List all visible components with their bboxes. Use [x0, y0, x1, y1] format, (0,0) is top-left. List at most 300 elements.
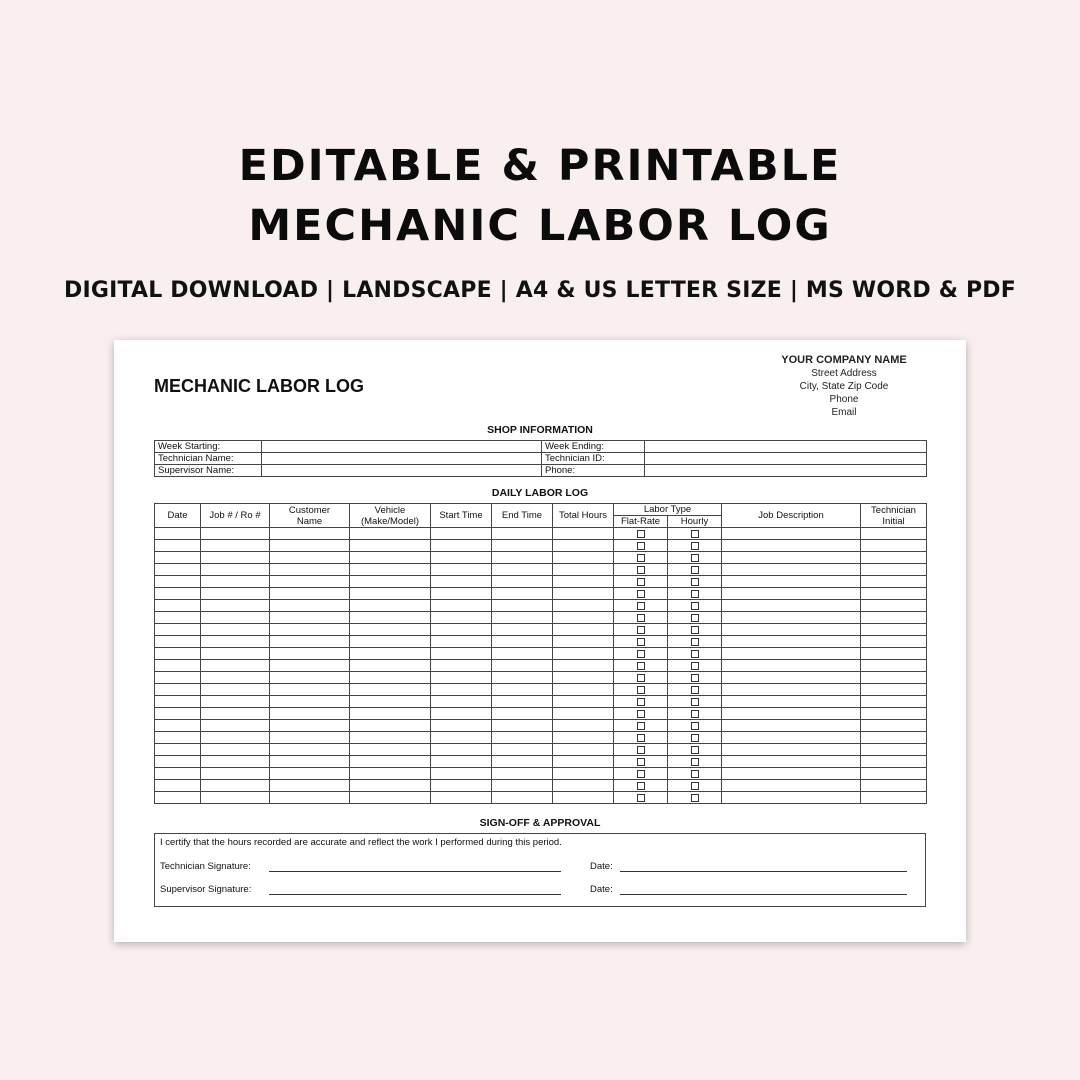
table-cell[interactable]	[614, 720, 668, 732]
flat-rate-checkbox[interactable]	[637, 794, 645, 802]
table-cell[interactable]	[431, 780, 492, 792]
table-cell[interactable]	[201, 576, 270, 588]
table-cell[interactable]	[614, 648, 668, 660]
flat-rate-checkbox[interactable]	[637, 770, 645, 778]
table-cell[interactable]	[722, 684, 861, 696]
table-cell[interactable]	[668, 708, 722, 720]
table-cell[interactable]	[270, 732, 350, 744]
table-cell[interactable]	[861, 720, 927, 732]
table-cell[interactable]	[861, 708, 927, 720]
hourly-checkbox[interactable]	[691, 722, 699, 730]
table-cell[interactable]	[492, 720, 553, 732]
table-cell[interactable]	[668, 696, 722, 708]
flat-rate-checkbox[interactable]	[637, 710, 645, 718]
table-cell[interactable]	[201, 588, 270, 600]
table-cell[interactable]	[614, 708, 668, 720]
table-cell[interactable]	[155, 588, 201, 600]
table-cell[interactable]	[201, 768, 270, 780]
table-cell[interactable]	[553, 564, 614, 576]
flat-rate-checkbox[interactable]	[637, 674, 645, 682]
table-cell[interactable]	[270, 780, 350, 792]
technician-name-field[interactable]	[262, 453, 542, 465]
table-cell[interactable]	[668, 792, 722, 804]
table-cell[interactable]	[553, 720, 614, 732]
table-cell[interactable]	[201, 564, 270, 576]
table-cell[interactable]	[155, 744, 201, 756]
table-cell[interactable]	[722, 576, 861, 588]
table-cell[interactable]	[614, 684, 668, 696]
table-cell[interactable]	[553, 744, 614, 756]
table-cell[interactable]	[861, 768, 927, 780]
table-cell[interactable]	[668, 552, 722, 564]
table-cell[interactable]	[431, 768, 492, 780]
hourly-checkbox[interactable]	[691, 554, 699, 562]
table-cell[interactable]	[270, 624, 350, 636]
table-cell[interactable]	[201, 672, 270, 684]
table-cell[interactable]	[431, 708, 492, 720]
table-cell[interactable]	[201, 732, 270, 744]
table-cell[interactable]	[270, 528, 350, 540]
flat-rate-checkbox[interactable]	[637, 590, 645, 598]
table-cell[interactable]	[722, 756, 861, 768]
table-cell[interactable]	[350, 660, 431, 672]
table-cell[interactable]	[155, 768, 201, 780]
hourly-checkbox[interactable]	[691, 746, 699, 754]
hourly-checkbox[interactable]	[691, 734, 699, 742]
table-cell[interactable]	[553, 660, 614, 672]
table-cell[interactable]	[553, 780, 614, 792]
table-cell[interactable]	[201, 636, 270, 648]
table-cell[interactable]	[861, 612, 927, 624]
table-cell[interactable]	[722, 660, 861, 672]
table-cell[interactable]	[155, 660, 201, 672]
table-cell[interactable]	[155, 732, 201, 744]
table-cell[interactable]	[350, 636, 431, 648]
table-cell[interactable]	[155, 528, 201, 540]
table-cell[interactable]	[155, 780, 201, 792]
table-cell[interactable]	[492, 744, 553, 756]
table-cell[interactable]	[431, 792, 492, 804]
flat-rate-checkbox[interactable]	[637, 578, 645, 586]
table-cell[interactable]	[270, 696, 350, 708]
table-cell[interactable]	[614, 672, 668, 684]
flat-rate-checkbox[interactable]	[637, 566, 645, 574]
table-cell[interactable]	[270, 636, 350, 648]
table-cell[interactable]	[270, 612, 350, 624]
table-cell[interactable]	[270, 744, 350, 756]
table-cell[interactable]	[668, 672, 722, 684]
table-cell[interactable]	[722, 624, 861, 636]
table-cell[interactable]	[553, 696, 614, 708]
hourly-checkbox[interactable]	[691, 566, 699, 574]
supervisor-signature-line[interactable]	[269, 894, 561, 895]
table-cell[interactable]	[492, 552, 553, 564]
table-cell[interactable]	[270, 720, 350, 732]
table-cell[interactable]	[722, 672, 861, 684]
table-cell[interactable]	[553, 732, 614, 744]
table-cell[interactable]	[722, 780, 861, 792]
table-cell[interactable]	[668, 636, 722, 648]
table-cell[interactable]	[614, 636, 668, 648]
table-cell[interactable]	[614, 624, 668, 636]
table-cell[interactable]	[431, 696, 492, 708]
table-cell[interactable]	[722, 540, 861, 552]
table-cell[interactable]	[614, 768, 668, 780]
table-cell[interactable]	[492, 780, 553, 792]
table-cell[interactable]	[492, 684, 553, 696]
table-cell[interactable]	[614, 588, 668, 600]
table-cell[interactable]	[431, 600, 492, 612]
table-cell[interactable]	[201, 684, 270, 696]
table-cell[interactable]	[668, 588, 722, 600]
flat-rate-checkbox[interactable]	[637, 758, 645, 766]
table-cell[interactable]	[201, 600, 270, 612]
table-cell[interactable]	[155, 564, 201, 576]
table-cell[interactable]	[553, 540, 614, 552]
table-cell[interactable]	[270, 552, 350, 564]
table-cell[interactable]	[201, 756, 270, 768]
table-cell[interactable]	[350, 684, 431, 696]
table-cell[interactable]	[861, 792, 927, 804]
hourly-checkbox[interactable]	[691, 578, 699, 586]
technician-signature-line[interactable]	[269, 871, 561, 872]
phone-field[interactable]	[645, 465, 927, 477]
table-cell[interactable]	[722, 564, 861, 576]
table-cell[interactable]	[155, 552, 201, 564]
table-cell[interactable]	[614, 744, 668, 756]
flat-rate-checkbox[interactable]	[637, 650, 645, 658]
table-cell[interactable]	[722, 696, 861, 708]
table-cell[interactable]	[668, 744, 722, 756]
table-cell[interactable]	[861, 756, 927, 768]
table-cell[interactable]	[553, 636, 614, 648]
table-cell[interactable]	[431, 552, 492, 564]
table-cell[interactable]	[614, 564, 668, 576]
table-cell[interactable]	[668, 732, 722, 744]
table-cell[interactable]	[614, 540, 668, 552]
table-cell[interactable]	[431, 636, 492, 648]
table-cell[interactable]	[431, 528, 492, 540]
table-cell[interactable]	[614, 552, 668, 564]
table-cell[interactable]	[431, 672, 492, 684]
table-cell[interactable]	[492, 540, 553, 552]
table-cell[interactable]	[350, 672, 431, 684]
table-cell[interactable]	[155, 624, 201, 636]
hourly-checkbox[interactable]	[691, 758, 699, 766]
table-cell[interactable]	[201, 540, 270, 552]
table-cell[interactable]	[201, 780, 270, 792]
table-cell[interactable]	[350, 564, 431, 576]
table-cell[interactable]	[668, 528, 722, 540]
table-cell[interactable]	[722, 732, 861, 744]
table-cell[interactable]	[350, 540, 431, 552]
table-cell[interactable]	[155, 684, 201, 696]
flat-rate-checkbox[interactable]	[637, 662, 645, 670]
table-cell[interactable]	[861, 576, 927, 588]
table-cell[interactable]	[155, 696, 201, 708]
table-cell[interactable]	[492, 792, 553, 804]
table-cell[interactable]	[614, 756, 668, 768]
table-cell[interactable]	[722, 600, 861, 612]
table-cell[interactable]	[350, 768, 431, 780]
table-cell[interactable]	[614, 600, 668, 612]
table-cell[interactable]	[553, 756, 614, 768]
flat-rate-checkbox[interactable]	[637, 638, 645, 646]
table-cell[interactable]	[155, 576, 201, 588]
table-cell[interactable]	[492, 732, 553, 744]
table-cell[interactable]	[861, 744, 927, 756]
table-cell[interactable]	[201, 552, 270, 564]
table-cell[interactable]	[492, 696, 553, 708]
table-cell[interactable]	[201, 696, 270, 708]
table-cell[interactable]	[431, 660, 492, 672]
table-cell[interactable]	[155, 792, 201, 804]
table-cell[interactable]	[668, 600, 722, 612]
table-cell[interactable]	[350, 648, 431, 660]
hourly-checkbox[interactable]	[691, 602, 699, 610]
hourly-checkbox[interactable]	[691, 662, 699, 670]
table-cell[interactable]	[553, 684, 614, 696]
table-cell[interactable]	[668, 768, 722, 780]
table-cell[interactable]	[431, 720, 492, 732]
table-cell[interactable]	[553, 672, 614, 684]
table-cell[interactable]	[614, 612, 668, 624]
table-cell[interactable]	[492, 636, 553, 648]
table-cell[interactable]	[553, 792, 614, 804]
technician-id-field[interactable]	[645, 453, 927, 465]
table-cell[interactable]	[668, 756, 722, 768]
table-cell[interactable]	[270, 540, 350, 552]
table-cell[interactable]	[668, 612, 722, 624]
flat-rate-checkbox[interactable]	[637, 542, 645, 550]
table-cell[interactable]	[270, 756, 350, 768]
table-cell[interactable]	[614, 792, 668, 804]
table-cell[interactable]	[155, 708, 201, 720]
table-cell[interactable]	[270, 708, 350, 720]
table-cell[interactable]	[492, 588, 553, 600]
table-cell[interactable]	[492, 756, 553, 768]
table-cell[interactable]	[614, 576, 668, 588]
table-cell[interactable]	[861, 600, 927, 612]
table-cell[interactable]	[270, 600, 350, 612]
flat-rate-checkbox[interactable]	[637, 746, 645, 754]
table-cell[interactable]	[553, 600, 614, 612]
flat-rate-checkbox[interactable]	[637, 530, 645, 538]
table-cell[interactable]	[861, 648, 927, 660]
table-cell[interactable]	[668, 720, 722, 732]
table-cell[interactable]	[861, 540, 927, 552]
table-cell[interactable]	[861, 660, 927, 672]
table-cell[interactable]	[155, 648, 201, 660]
flat-rate-checkbox[interactable]	[637, 626, 645, 634]
table-cell[interactable]	[722, 588, 861, 600]
table-cell[interactable]	[350, 744, 431, 756]
table-cell[interactable]	[270, 672, 350, 684]
table-cell[interactable]	[350, 696, 431, 708]
table-cell[interactable]	[201, 792, 270, 804]
table-cell[interactable]	[492, 612, 553, 624]
table-cell[interactable]	[431, 612, 492, 624]
table-cell[interactable]	[350, 600, 431, 612]
hourly-checkbox[interactable]	[691, 794, 699, 802]
table-cell[interactable]	[492, 708, 553, 720]
table-cell[interactable]	[614, 732, 668, 744]
table-cell[interactable]	[722, 708, 861, 720]
table-cell[interactable]	[431, 744, 492, 756]
table-cell[interactable]	[722, 768, 861, 780]
table-cell[interactable]	[431, 624, 492, 636]
table-cell[interactable]	[431, 588, 492, 600]
table-cell[interactable]	[350, 624, 431, 636]
table-cell[interactable]	[431, 684, 492, 696]
table-cell[interactable]	[861, 780, 927, 792]
table-cell[interactable]	[492, 564, 553, 576]
table-cell[interactable]	[861, 684, 927, 696]
table-cell[interactable]	[614, 528, 668, 540]
hourly-checkbox[interactable]	[691, 638, 699, 646]
table-cell[interactable]	[155, 540, 201, 552]
table-cell[interactable]	[155, 600, 201, 612]
table-cell[interactable]	[155, 720, 201, 732]
table-cell[interactable]	[270, 648, 350, 660]
flat-rate-checkbox[interactable]	[637, 698, 645, 706]
table-cell[interactable]	[614, 660, 668, 672]
table-cell[interactable]	[553, 588, 614, 600]
hourly-checkbox[interactable]	[691, 530, 699, 538]
table-cell[interactable]	[492, 600, 553, 612]
flat-rate-checkbox[interactable]	[637, 686, 645, 694]
table-cell[interactable]	[431, 576, 492, 588]
table-cell[interactable]	[492, 648, 553, 660]
table-cell[interactable]	[861, 552, 927, 564]
table-cell[interactable]	[861, 696, 927, 708]
table-cell[interactable]	[668, 624, 722, 636]
table-cell[interactable]	[668, 780, 722, 792]
table-cell[interactable]	[270, 588, 350, 600]
flat-rate-checkbox[interactable]	[637, 554, 645, 562]
table-cell[interactable]	[722, 792, 861, 804]
table-cell[interactable]	[270, 684, 350, 696]
table-cell[interactable]	[861, 588, 927, 600]
hourly-checkbox[interactable]	[691, 674, 699, 682]
table-cell[interactable]	[492, 660, 553, 672]
table-cell[interactable]	[553, 624, 614, 636]
table-cell[interactable]	[201, 528, 270, 540]
table-cell[interactable]	[722, 552, 861, 564]
technician-date-line[interactable]	[620, 871, 907, 872]
table-cell[interactable]	[350, 528, 431, 540]
table-cell[interactable]	[553, 708, 614, 720]
supervisor-name-field[interactable]	[262, 465, 542, 477]
table-cell[interactable]	[201, 708, 270, 720]
table-cell[interactable]	[201, 660, 270, 672]
table-cell[interactable]	[350, 588, 431, 600]
table-cell[interactable]	[350, 732, 431, 744]
table-cell[interactable]	[350, 552, 431, 564]
flat-rate-checkbox[interactable]	[637, 722, 645, 730]
flat-rate-checkbox[interactable]	[637, 782, 645, 790]
table-cell[interactable]	[861, 564, 927, 576]
week-starting-field[interactable]	[262, 441, 542, 453]
table-cell[interactable]	[431, 732, 492, 744]
table-cell[interactable]	[201, 720, 270, 732]
table-cell[interactable]	[553, 612, 614, 624]
table-cell[interactable]	[270, 792, 350, 804]
table-cell[interactable]	[492, 528, 553, 540]
table-cell[interactable]	[553, 768, 614, 780]
table-cell[interactable]	[668, 648, 722, 660]
table-cell[interactable]	[553, 576, 614, 588]
table-cell[interactable]	[614, 696, 668, 708]
table-cell[interactable]	[155, 612, 201, 624]
table-cell[interactable]	[155, 636, 201, 648]
table-cell[interactable]	[861, 636, 927, 648]
table-cell[interactable]	[270, 564, 350, 576]
table-cell[interactable]	[722, 612, 861, 624]
table-cell[interactable]	[668, 684, 722, 696]
hourly-checkbox[interactable]	[691, 710, 699, 718]
table-cell[interactable]	[201, 612, 270, 624]
table-cell[interactable]	[668, 540, 722, 552]
table-cell[interactable]	[553, 552, 614, 564]
table-cell[interactable]	[614, 780, 668, 792]
flat-rate-checkbox[interactable]	[637, 602, 645, 610]
table-cell[interactable]	[553, 648, 614, 660]
table-cell[interactable]	[492, 672, 553, 684]
table-cell[interactable]	[350, 792, 431, 804]
table-cell[interactable]	[668, 660, 722, 672]
table-cell[interactable]	[722, 648, 861, 660]
hourly-checkbox[interactable]	[691, 590, 699, 598]
table-cell[interactable]	[722, 636, 861, 648]
table-cell[interactable]	[350, 612, 431, 624]
table-cell[interactable]	[861, 624, 927, 636]
table-cell[interactable]	[431, 540, 492, 552]
table-cell[interactable]	[722, 528, 861, 540]
hourly-checkbox[interactable]	[691, 626, 699, 634]
hourly-checkbox[interactable]	[691, 686, 699, 694]
table-cell[interactable]	[861, 528, 927, 540]
table-cell[interactable]	[201, 648, 270, 660]
hourly-checkbox[interactable]	[691, 614, 699, 622]
table-cell[interactable]	[201, 744, 270, 756]
week-ending-field[interactable]	[645, 441, 927, 453]
table-cell[interactable]	[431, 756, 492, 768]
table-cell[interactable]	[553, 528, 614, 540]
table-cell[interactable]	[350, 576, 431, 588]
table-cell[interactable]	[350, 708, 431, 720]
table-cell[interactable]	[350, 756, 431, 768]
table-cell[interactable]	[270, 576, 350, 588]
flat-rate-checkbox[interactable]	[637, 734, 645, 742]
table-cell[interactable]	[270, 768, 350, 780]
table-cell[interactable]	[861, 732, 927, 744]
table-cell[interactable]	[155, 756, 201, 768]
hourly-checkbox[interactable]	[691, 782, 699, 790]
table-cell[interactable]	[350, 780, 431, 792]
table-cell[interactable]	[722, 744, 861, 756]
table-cell[interactable]	[668, 564, 722, 576]
table-cell[interactable]	[722, 720, 861, 732]
table-cell[interactable]	[668, 576, 722, 588]
hourly-checkbox[interactable]	[691, 650, 699, 658]
table-cell[interactable]	[492, 576, 553, 588]
hourly-checkbox[interactable]	[691, 770, 699, 778]
table-cell[interactable]	[155, 672, 201, 684]
table-cell[interactable]	[350, 720, 431, 732]
flat-rate-checkbox[interactable]	[637, 614, 645, 622]
table-cell[interactable]	[431, 648, 492, 660]
